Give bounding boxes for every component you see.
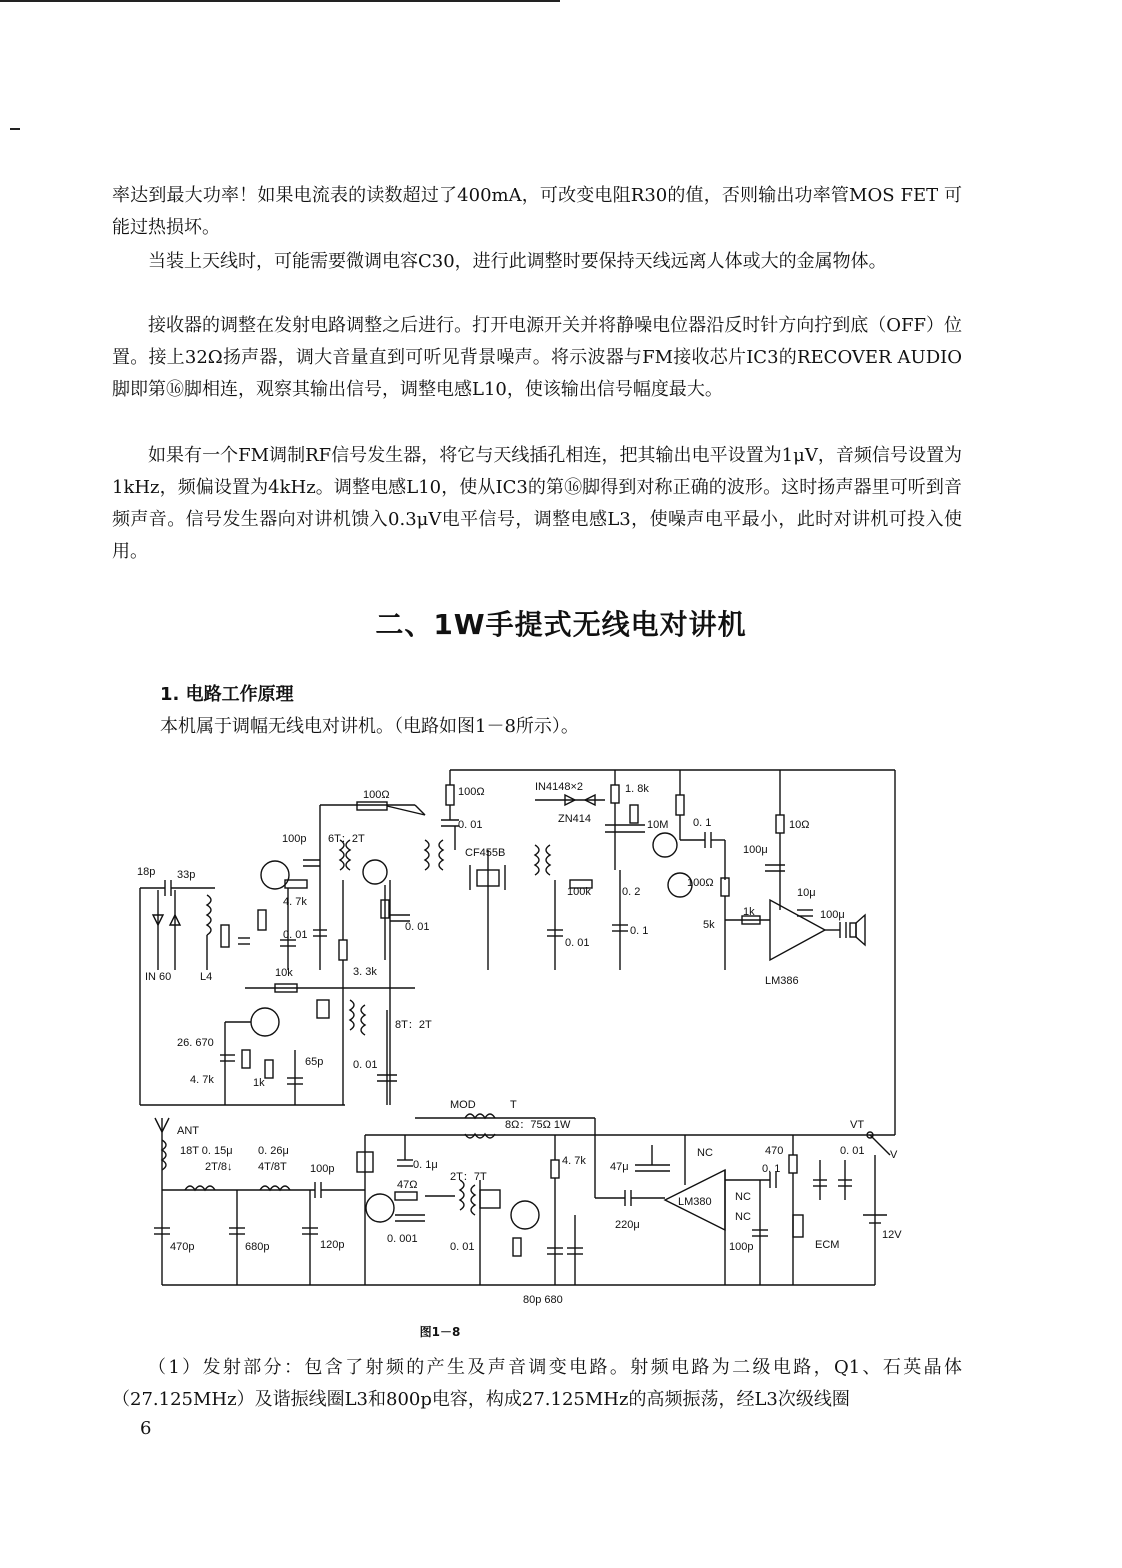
label-c65p: 65p [305,1056,324,1068]
top-rule [0,0,560,2]
label-r10: 10Ω [789,819,810,831]
label-r470: 470 [765,1145,784,1157]
label-t2t7t: 2T：7T [450,1171,487,1183]
label-c80p680: 80p 680 [523,1294,563,1306]
figure-caption: 图1－8 [419,1325,461,1339]
label-c10u: 10μ [797,887,816,899]
intro-text: 本机属于调幅无线电对讲机。（电路如图1－8所示）。 [160,716,579,737]
label-t: T [510,1099,517,1111]
paragraph-antenna: 当装上天线时，可能需要微调电容C30，进行此调整时要保持天线远离人体或大的金属物体。 [148,251,887,272]
label-lm380: LM380 [678,1196,712,1208]
label-c18p: 18p [137,866,156,878]
label-c01-b: 0. 1 [630,925,649,937]
label-r100k: 100k [567,886,591,898]
label-c100p-b: 100p [310,1163,335,1175]
label-c100p-c: 100p [729,1241,754,1253]
label-coil2: 0. 26μ [258,1145,289,1157]
label-c001-top: 0. 01 [458,819,483,831]
label-c001-a: 0. 01 [283,929,308,941]
label-r1k-b: 1k [253,1077,265,1089]
label-r47: 47Ω [397,1179,418,1191]
label-c220u: 220μ [615,1219,640,1231]
label-c0001: 0. 001 [387,1233,418,1245]
label-v: V [890,1149,898,1161]
label-r100-top: 100Ω [363,789,390,801]
label-c01u: 0. 1μ [413,1159,438,1171]
page-number: 6 [140,1418,152,1439]
label-coil1: 18T 0. 15μ [180,1145,233,1157]
label-l4: L4 [200,971,213,983]
label-diodes: IN4148×2 [535,781,584,793]
label-r33k: 3. 3k [353,966,377,978]
label-c01-c: 0. 1 [762,1163,781,1175]
paragraph-continuation: 率达到最大功率！如果电流表的读数超过了400mA，可改变电阻R30的值，否则输出功率管MOS FET 可能过热损坏。 [112,185,962,238]
label-c001-f: 0. 01 [450,1241,475,1253]
label-r1k: 1k [743,906,755,918]
label-r100-mid: 100Ω [687,877,714,889]
paragraph-transmitter: （1）发射部分：包含了射频的产生及声音调变电路。射频电路为二级电路，Q1、石英晶体（27.125MHz）及谐振线圈L3和800p电容，构成27.125MHz的高频振荡，经L3次级线圈 [112,1357,962,1410]
label-r5k: 5k [703,919,715,931]
label-c001-e: 0. 01 [840,1145,865,1157]
label-t8t2t: 8T：2T [395,1019,432,1031]
label-r18k: 1. 8k [625,783,649,795]
label-c001-c: 0. 01 [565,937,590,949]
label-r100-right: 100Ω [458,786,485,798]
label-nc3: NC [735,1211,751,1223]
label-12v: 12V [882,1229,902,1241]
label-r47k: 4. 7k [283,896,307,908]
subheading: 1. 电路工作原理 [160,684,294,705]
label-r10k: 10k [275,967,293,979]
label-r47k-b: 4. 7k [190,1074,214,1086]
label-c100u-b: 100μ [820,909,845,921]
label-coil1b: 2T/8↓ [205,1161,233,1173]
paragraph-signal-generator: 如果有一个FM调制RF信号发生器，将它与天线插孔相连，把其输出电平设置为1μV，音频信号设置为1kHz，频偏设置为4kHz。调整电感L10，使从IC3的第⑯脚得到对称正确的波形。这时扬声器里可听到音频声音。信号发生器向对讲机馈入0.3μV电平信号，调整电感L3，使噪声电平最小，此时对讲机可投入使用。 [112,445,962,562]
margin-mark [10,128,20,130]
label-zener: ZN414 [558,813,592,825]
label-r47k-c: 4. 7k [562,1155,586,1167]
label-in60: IN 60 [145,971,172,983]
label-c02: 0. 2 [622,886,641,898]
label-c001-d: 0. 01 [353,1059,378,1071]
label-t6t2t: 6T：2T [328,833,365,845]
label-t-spec: 8Ω：75Ω 1W [505,1119,571,1131]
label-cf455b: CF455B [465,847,506,859]
label-c01-top: 0. 1 [693,817,712,829]
label-c120p: 120p [320,1239,345,1251]
schematic-labels [125,760,905,1315]
label-nc2: NC [735,1191,751,1203]
label-nc1: NC [697,1147,713,1159]
label-r10m: 10M [647,819,669,831]
label-c33p: 33p [177,869,196,881]
label-lm386: LM386 [765,975,799,987]
section-title: 二、1W手提式无线电对讲机 [375,608,747,641]
label-mod: MOD [450,1099,476,1111]
label-vt: VT [850,1119,865,1131]
label-c680p: 680p [245,1241,270,1253]
label-c47u: 47μ [610,1161,629,1173]
label-ecm: ECM [815,1239,840,1251]
label-c100p: 100p [282,833,307,845]
label-c26670: 26. 670 [177,1037,214,1049]
label-c001-b: 0. 01 [405,921,430,933]
paragraph-receiver-adjust: 接收器的调整在发射电路调整之后进行。打开电源开关并将静噪电位器沿反时针方向拧到底（OFF）位置。接上32Ω扬声器，调大音量直到可听见背景噪声。将示波器与FM接收芯片IC3的RECOVER AUDIO脚即第⑯脚相连，观察其输出信号，调整电感L10，使该输出信号幅度最大。 [112,315,962,400]
label-c100u: 100μ [743,844,768,856]
label-c470p: 470p [170,1241,195,1253]
label-ant: ANT [177,1125,199,1137]
label-coil2b: 4T/8T [258,1161,287,1173]
